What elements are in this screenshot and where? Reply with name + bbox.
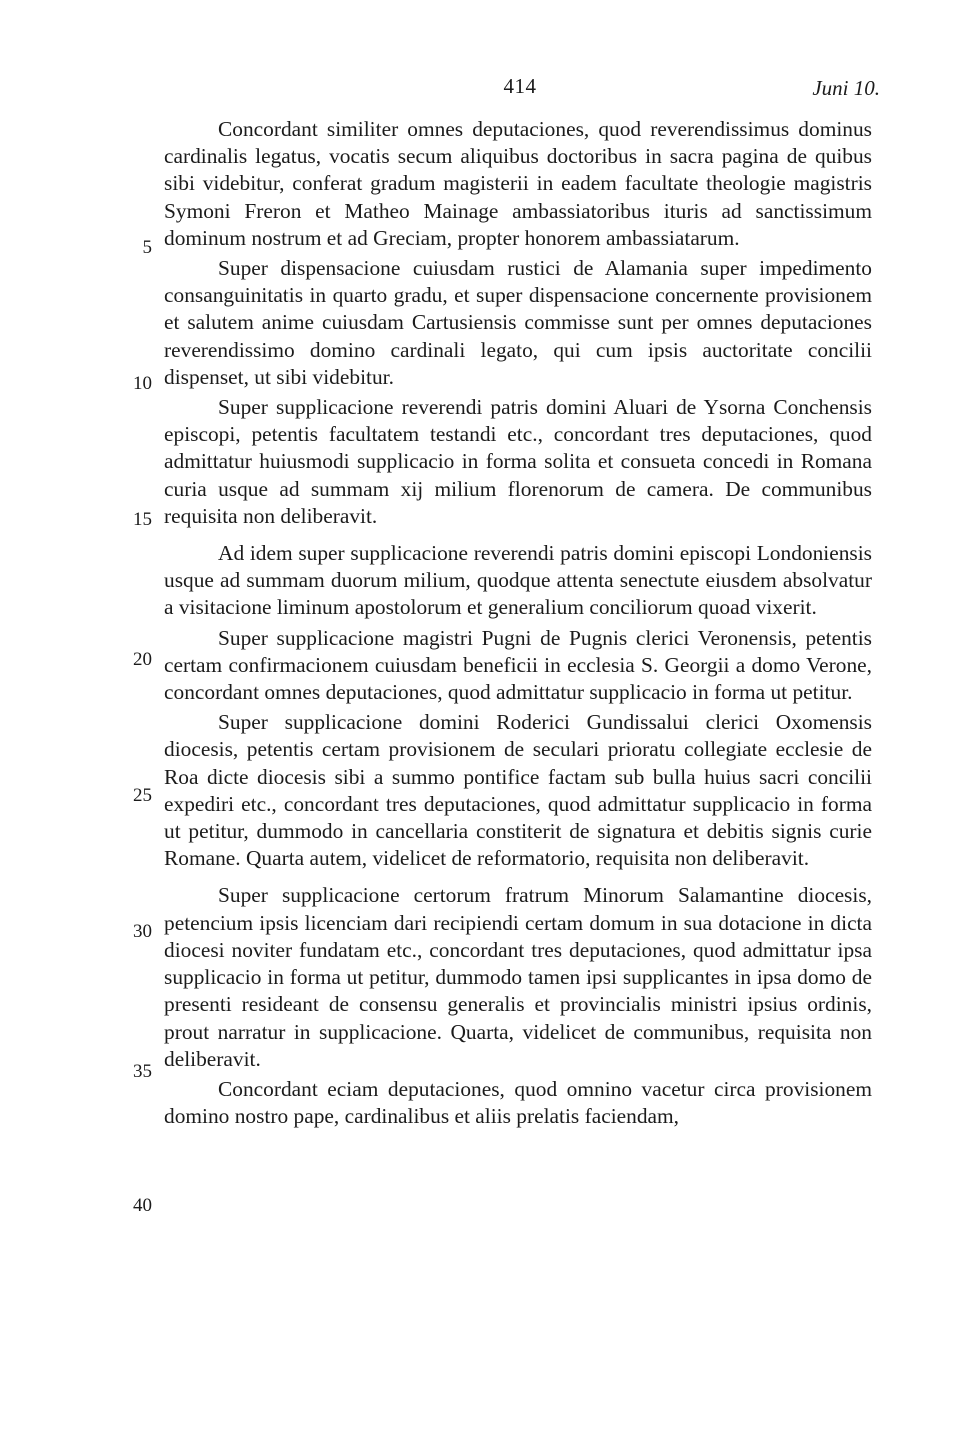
body-text <box>164 116 872 1130</box>
paragraph: Super supplicacione domini Roderici Gundissalui clerici Oxomensis diocesis, petentis certam provisionem de seculari prioratu collegiate ecclesie de Roa dicte diocesis sibi a summo pontifice factam sub bulla huius sacri concilii expediri etc., concordant tres deputaciones, quod admittatur supplicacio in forma ut petitur, dummodo in cancellaria constiterit de signatura et debitis signis curie Romane. Quarta autem, videlicet de reformatorio, requisita non deliberavit. <box>164 710 872 871</box>
line-number: 10 <box>133 373 152 394</box>
paragraph: Super dispensacione cuiusdam rustici de Alamania super impedimento consanguinitatis in quarto gradu, et super dispensacione concernente provisionem et salutem anime cuiusdam Cartusiensis commisse sunt per omnes deputaciones reverendissimo domino cardinali legato, qui cum ipsis auctoritate concilii dispenset, ut sibi videbitur. <box>164 256 872 389</box>
paragraph: Super supplicacione reverendi patris domini Aluari de Ysorna Conchensis episcopi, petentis facultatem testandi etc., concordant tres deputaciones, quod admittatur huiusmodi supplicacio in forma solita et consueta concedi in Romana curia usque ad summam xij milium florenorum de camera. De communibus requisita non deliberavit. <box>164 395 872 528</box>
line-number: 5 <box>142 237 152 258</box>
paragraph: Concordant eciam deputaciones, quod omnino vacetur circa provisionem domino nostro pape, cardinalibus et aliis prelatis faciendam, <box>164 1076 872 1129</box>
line-number: 20 <box>133 649 152 670</box>
line-number: 15 <box>133 509 152 530</box>
running-head-date: Juni 10. <box>812 76 880 100</box>
paragraph: Super supplicacione certorum fratrum Minorum Salamantine diocesis, petencium ipsis licenciam dari recipiendi certam domum in sua dotacione in dicta diocesi noviter fundatam etc., concordant tres deputaciones, quod admittatur ipsa supplicacio in forma ut petitur, dummodo tamen ipsi supplicantes in ipsa domo de presenti resideant de consensu generalis et provincialis ministri ipsius ordinis, prout narratur in supplicacione. Quarta, videlicet de communibus, requisita non deliberavit. <box>164 883 872 1071</box>
paragraph: Ad idem super supplicacione reverendi patris domini episcopi Londoniensis usque ad summam duorum milium, quodque attenta senectute eiusdem absolvatur a visitacione liminum apostolorum et generalium conciliorum quoad vixerit. <box>164 541 872 620</box>
line-number: 30 <box>133 921 152 942</box>
paragraph: Concordant similiter omnes deputaciones, quod reverendissimus dominus cardinalis legatus, vocatis secum aliquibus doctoribus in sacra pagina de quibus sibi videbitur, conferat gradum magisterii in eadem facultate theologie magistris Symoni Freron et Matheo Mainage ambassiatoribus ituris ad sanctissimum dominum nostrum et ad Greciam, propter honorem ambassiatarum. <box>164 117 872 250</box>
line-number: 25 <box>133 785 152 806</box>
line-number: 35 <box>133 1061 152 1082</box>
line-number: 40 <box>133 1195 152 1216</box>
paragraph: Super supplicacione magistri Pugni de Pugnis clerici Veronensis, petentis certam confirmacionem cuiusdam beneficii in ecclesia S. Georgii a domo Verone, concordant omnes deputaciones, quod admittatur supplicacio in forma ut petitur. <box>164 625 872 705</box>
page-number: 414 <box>503 74 537 98</box>
